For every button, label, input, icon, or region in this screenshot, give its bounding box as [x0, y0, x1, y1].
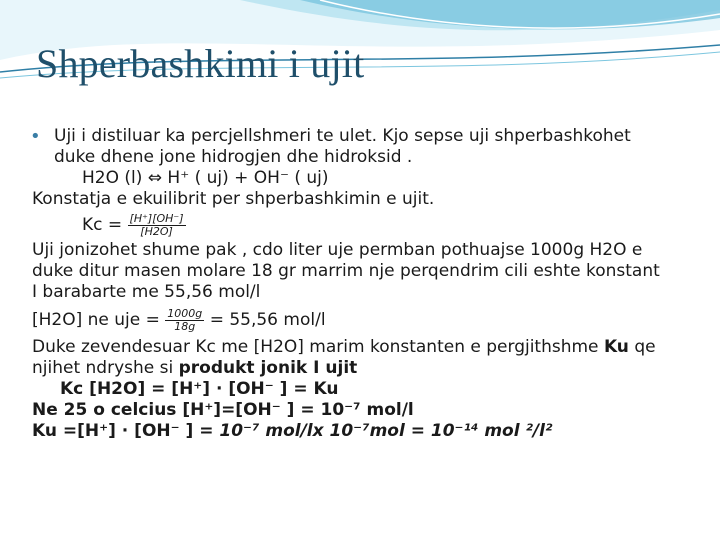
- text-line: duke ditur masen molare 18 gr marrim nje perqendrim cili eshte konstant: [32, 261, 660, 281]
- paragraph-line: [32, 126, 692, 147]
- text-line: duke dhene jone hidrogjen dhe hidroksid .: [54, 147, 413, 167]
- page-title: Shperbashkimi i ujit: [36, 41, 365, 86]
- ku-value-equation: [32, 421, 692, 442]
- text-line: I barabarte me 55,56 mol/l: [32, 282, 261, 302]
- slide-body: [32, 126, 692, 442]
- text-segment: Ku =[H⁺] · [OH⁻ ] =: [32, 421, 220, 441]
- text-segment: njihet ndryshe si: [32, 358, 179, 378]
- h2o-result: = 55,56 mol/l: [209, 310, 326, 330]
- ku-term: Ku: [603, 337, 629, 357]
- text-line: Konstatja e ekuilibrit per shperbashkimin e ujit.: [32, 189, 435, 209]
- ku-equation: Kc [H2O] = [H⁺] · [OH⁻ ] = Ku: [60, 379, 339, 399]
- h2o-denominator: 18g: [174, 319, 196, 333]
- bullet-icon: •: [30, 126, 41, 147]
- h2o-concentration-equation: [32, 303, 692, 337]
- text-segment: qe: [628, 337, 656, 357]
- reaction-equation: H2O (l) ⇔ H⁺ ( uj) + OH⁻ ( uj): [82, 168, 329, 188]
- kc-fraction: [128, 213, 186, 238]
- kc-numerator: [H⁺][OH⁻]: [129, 211, 184, 225]
- ku-value: 10⁻⁷ mol/lx 10⁻⁷mol = 10⁻¹⁴ mol ²/l²: [219, 421, 553, 441]
- h2o-label: [H2O] ne uje =: [32, 310, 166, 330]
- kc-label: Kc =: [82, 215, 128, 235]
- text-line: Uji jonizohet shume pak , cdo liter uje permban pothuajse 1000g H2O e: [32, 240, 643, 260]
- kc-denominator: [H2O]: [140, 224, 173, 238]
- kc-equation: [32, 210, 692, 240]
- text-line: Uji i distiluar ka percjellshmeri te ulet. Kjo sepse uji shperbashkohet: [54, 126, 631, 146]
- h2o-fraction: [165, 308, 204, 333]
- text-line: [32, 337, 692, 358]
- ionic-product-term: produkt jonik I ujit: [178, 358, 358, 378]
- text-segment: Duke zevendesuar Kc me [H2O] marim konstanten e pergjithshme: [32, 337, 604, 357]
- h2o-numerator: 1000g: [167, 306, 203, 320]
- text-line: [32, 358, 692, 379]
- concentration-at-25c: Ne 25 o celcius [H⁺]=[OH⁻ ] = 10⁻⁷ mol/l: [32, 400, 414, 420]
